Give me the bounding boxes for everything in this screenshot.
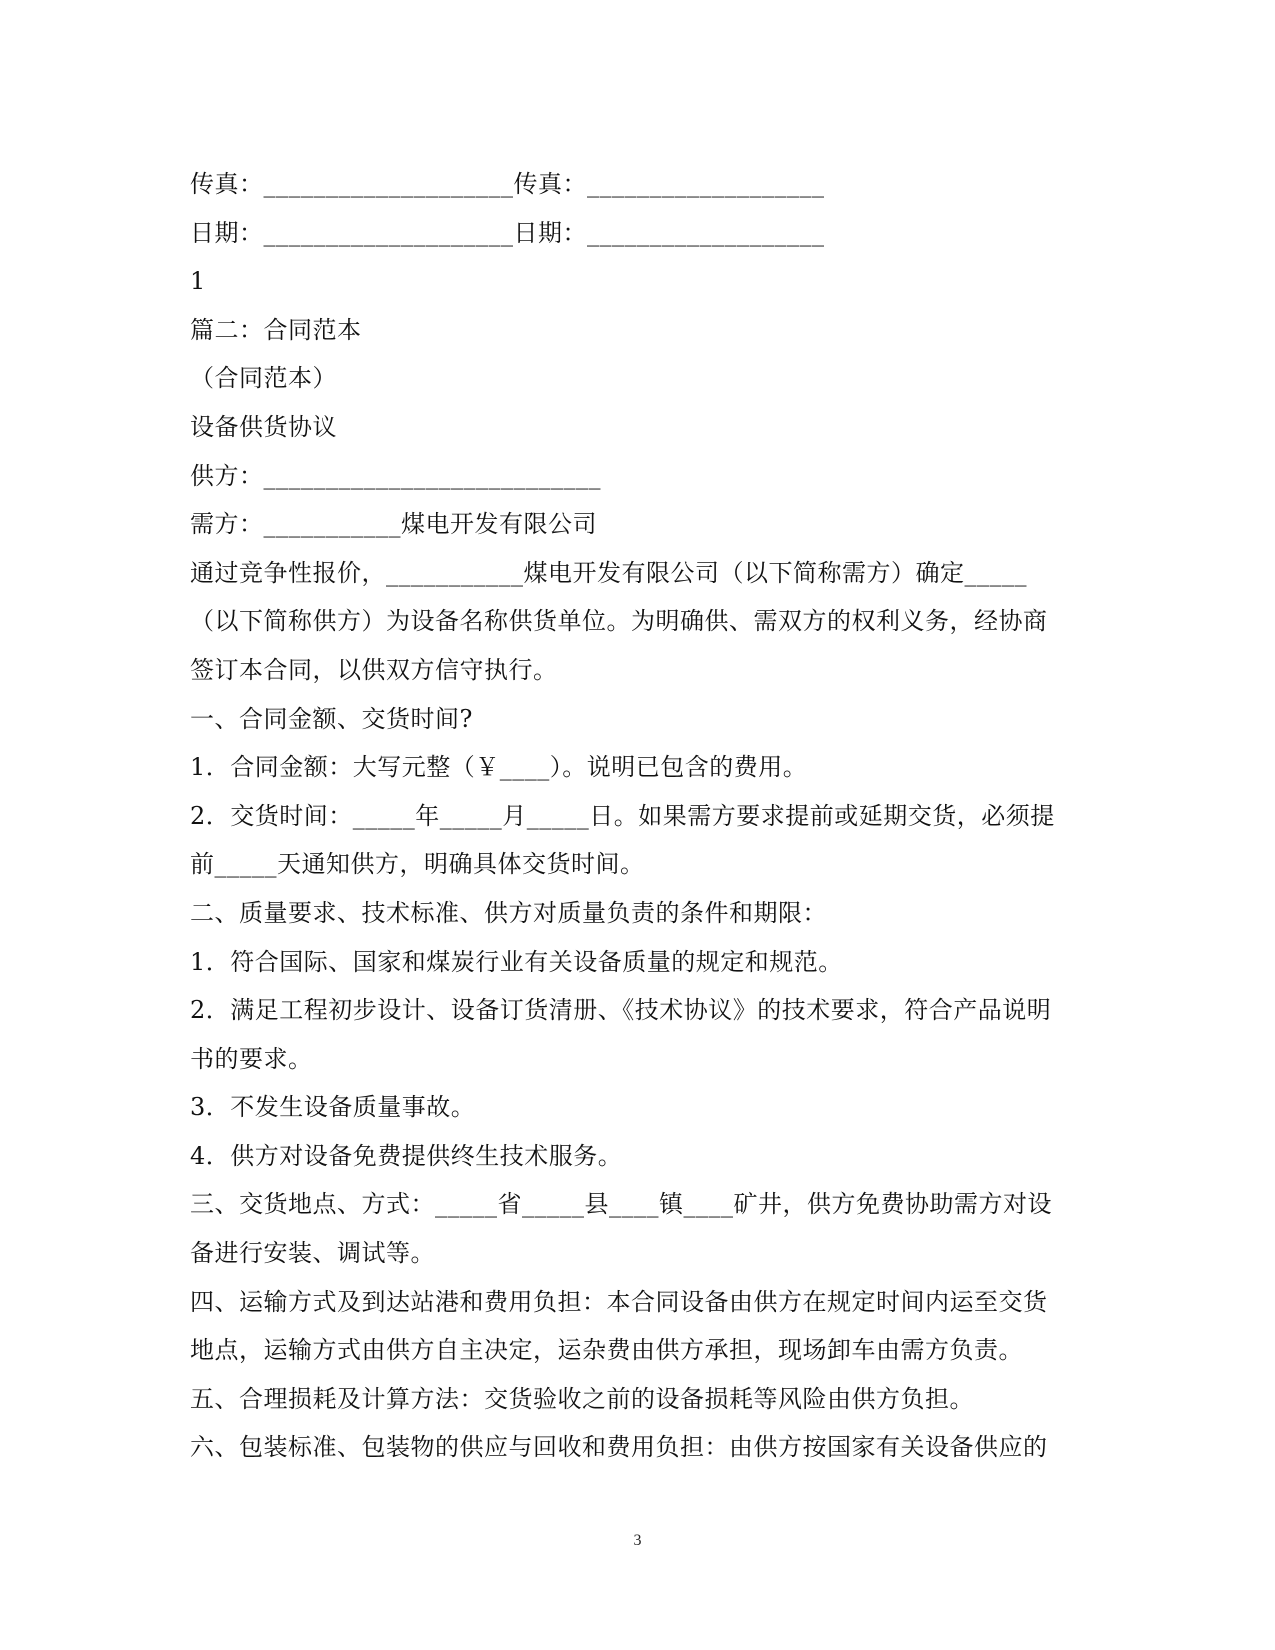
clause-heading: 二、质量要求、技术标准、供方对质量负责的条件和期限： (190, 898, 827, 927)
clause-item: 2．满足工程初步设计、设备订货清册、《技术协议》的技术要求，符合产品说明 (190, 996, 1052, 1025)
section-number: 1 (190, 267, 206, 296)
clause-item: 前_____天通知供方，明确具体交货时间。 (190, 850, 645, 879)
clause-item: 2．交货时间：_____年_____月_____日。如果需方要求提前或延期交货，必须提 (190, 801, 1055, 830)
buyer-line: 需方：___________煤电开发有限公司 (190, 510, 597, 539)
clause-item: 1．合同金额：大写元整（￥____）。说明已包含的费用。 (190, 753, 808, 782)
paragraph-line: 签订本合同，以供双方信守执行。 (190, 655, 558, 684)
chapter-heading: 篇二：合同范本 (190, 315, 362, 344)
clause-item: 备进行安装、调试等。 (190, 1239, 435, 1268)
clause-item: 1．符合国际、国家和煤炭行业有关设备质量的规定和规范。 (190, 947, 843, 976)
clause-heading: 三、交货地点、方式：_____省_____县____镇____矿井，供方免费协助需方对设 (190, 1190, 1052, 1219)
paragraph-line: （以下简称供方）为设备名称供货单位。为明确供、需双方的权利义务，经协商 (190, 607, 1048, 636)
agreement-title: 设备供货协议 (190, 412, 337, 441)
document-body (190, 160, 1070, 1472)
clause-heading: 一、合同金额、交货时间? (190, 704, 473, 733)
template-label: （合同范本） (190, 364, 337, 393)
paragraph-line: 通过竞争性报价，___________煤电开发有限公司（以下简称需方）确定_____ (190, 558, 1027, 587)
clause-heading: 六、包装标准、包装物的供应与回收和费用负担：由供方按国家有关设备供应的 (190, 1433, 1048, 1462)
date-line: 日期：____________________日期：___________________ (190, 218, 825, 247)
clause-item: 4．供方对设备免费提供终生技术服务。 (190, 1141, 623, 1170)
clause-item: 书的要求。 (190, 1044, 313, 1073)
clause-item: 地点，运输方式由供方自主决定，运杂费由供方承担，现场卸车由需方负责。 (190, 1336, 1023, 1365)
clause-item: 3．不发生设备质量事故。 (190, 1093, 476, 1122)
clause-heading: 五、合理损耗及计算方法：交货验收之前的设备损耗等风险由供方负担。 (190, 1384, 974, 1413)
supplier-line: 供方：___________________________ (190, 461, 601, 490)
fax-line: 传真：____________________传真：___________________ (190, 170, 825, 198)
page-number: 3 (633, 1532, 642, 1549)
clause-heading: 四、运输方式及到达站港和费用负担：本合同设备由供方在规定时间内运至交货 (190, 1287, 1048, 1316)
